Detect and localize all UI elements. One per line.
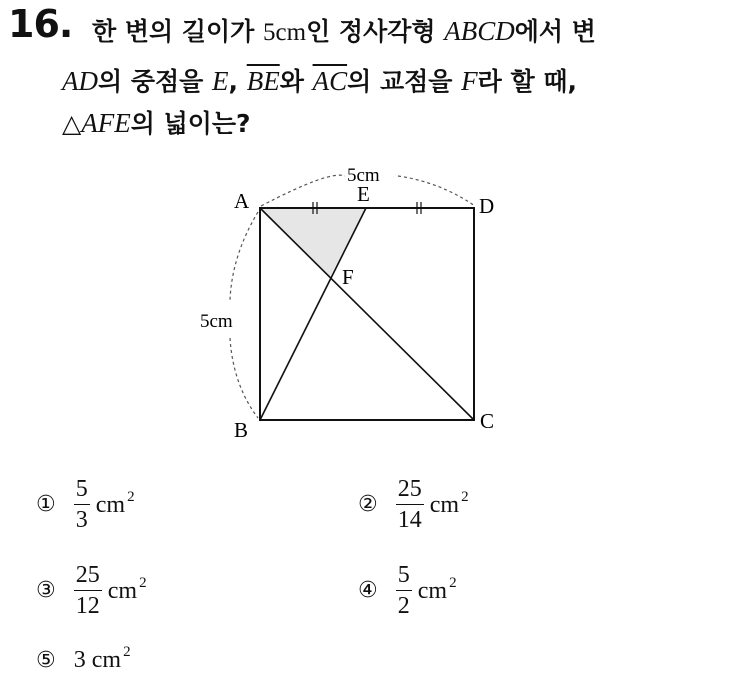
choice-4-fraction-bar xyxy=(396,590,412,591)
choice-2[interactable] xyxy=(358,476,469,533)
choice-1-denominator: 3 xyxy=(75,507,88,533)
choice-4-unit xyxy=(417,574,457,605)
choice-2-fraction xyxy=(396,476,424,533)
q1-text-c: 인 정사각형 xyxy=(306,17,445,46)
choice-4[interactable] xyxy=(358,562,457,619)
choice-2-unit xyxy=(429,488,469,519)
choice-4-exponent: 2 xyxy=(449,574,457,591)
label-c: C xyxy=(480,409,495,433)
choice-3-denominator: 12 xyxy=(75,593,100,619)
choice-1-exponent: 2 xyxy=(127,488,135,505)
side-length-label: 5cm xyxy=(200,311,233,332)
q1-square-name: ABCD xyxy=(444,16,515,46)
choice-4-marker: ④ xyxy=(358,578,378,603)
choice-5-marker: ⑤ xyxy=(36,647,56,673)
choice-1[interactable] xyxy=(36,476,135,533)
choice-3-fraction xyxy=(74,562,102,619)
label-b: B xyxy=(234,418,249,442)
choice-1-unit-text: cm xyxy=(95,491,126,518)
q3-triangle-name: AFE xyxy=(81,108,131,138)
choice-5-unit xyxy=(92,646,131,674)
choice-2-fraction-bar xyxy=(396,504,424,505)
q2-point-f: F xyxy=(461,66,478,96)
choice-1-marker: ① xyxy=(36,492,56,517)
triangle-symbol: △ xyxy=(62,111,82,138)
choice-2-numerator: 25 xyxy=(397,476,422,502)
q2-segment-ac: $\overline{AC}$ xyxy=(312,66,348,96)
q2-text-f: 와 xyxy=(279,67,313,96)
q2-text-h: 의 교점을 xyxy=(347,67,462,96)
choice-3-exponent: 2 xyxy=(139,574,147,591)
q1-text-e: 에서 변 xyxy=(514,17,596,46)
choice-5-unit-text: cm xyxy=(91,647,122,673)
left-arc-dashed xyxy=(230,212,258,300)
choice-3-marker: ③ xyxy=(36,578,56,603)
left-arc-dashed-lower xyxy=(230,338,258,418)
q2-text-j: 라 할 때, xyxy=(477,67,577,96)
q2-text-d: , xyxy=(228,67,247,96)
label-d: D xyxy=(479,194,495,218)
choice-2-exponent: 2 xyxy=(461,488,469,505)
choice-5-exponent: 2 xyxy=(123,644,131,660)
choice-1-fraction-bar xyxy=(74,504,90,505)
choice-3-unit-text: cm xyxy=(107,577,138,604)
q2-point-e: E xyxy=(212,66,229,96)
choice-1-fraction xyxy=(74,476,90,533)
choice-2-denominator: 14 xyxy=(397,507,422,533)
choice-3[interactable] xyxy=(36,562,147,619)
choice-4-denominator: 2 xyxy=(397,593,410,619)
label-f: F xyxy=(342,265,354,289)
q2-segment-ad: AD xyxy=(62,66,98,96)
label-e: E xyxy=(357,182,370,206)
choice-3-numerator: 25 xyxy=(75,562,100,588)
label-a: A xyxy=(234,189,250,213)
top-length-label: 5cm xyxy=(347,165,380,186)
choice-4-fraction xyxy=(396,562,412,619)
top-arc-dashed-right xyxy=(398,176,475,206)
q2-segment-be: $\overline{BE}$ xyxy=(246,66,280,96)
question-number: 16. xyxy=(8,2,73,46)
q1-text-a: 한 변의 길이가 xyxy=(92,17,264,46)
choice-3-fraction-bar xyxy=(74,590,102,591)
choice-1-unit xyxy=(95,488,135,519)
q1-length: 5cm xyxy=(263,19,307,46)
choice-4-numerator: 5 xyxy=(397,562,410,588)
diagonal-ac xyxy=(260,208,474,420)
q2-text-b: 의 중점을 xyxy=(98,67,213,96)
choice-1-numerator: 5 xyxy=(75,476,88,502)
choice-3-unit xyxy=(107,574,147,605)
choice-2-marker: ② xyxy=(358,492,378,517)
top-arc-dashed xyxy=(261,175,345,206)
choice-5-value: 3 xyxy=(73,646,86,673)
choice-4-unit-text: cm xyxy=(417,577,448,604)
choice-2-unit-text: cm xyxy=(429,491,460,518)
q3-text-c: 의 넓이는? xyxy=(130,109,251,138)
choice-5[interactable] xyxy=(36,646,131,674)
